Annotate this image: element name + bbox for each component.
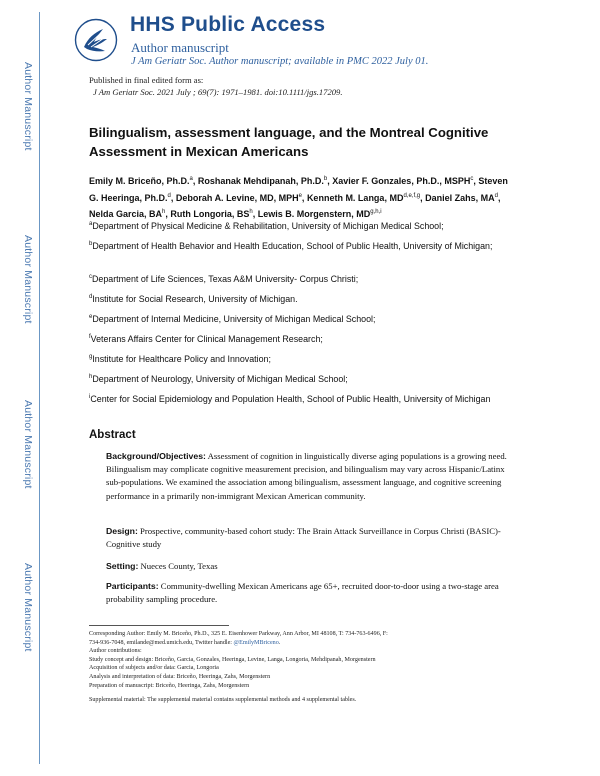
author-affiliation-marker: g,h,i bbox=[370, 209, 382, 216]
affiliation-item: $^c$Department of Life Sciences, Texas A&M University- Corpus Christi; bbox=[89, 273, 359, 284]
contribution-line: Study concept and design: Briceño, Garcia, Gonzales, Heeringa, Levine, Langa, Longoria, Mehdipanah, Morgenstern bbox=[89, 656, 376, 663]
contributions-heading: Author contributions: bbox=[89, 648, 142, 655]
contribution-line: Analysis and interpretation of data: Briceño, Heeringa, Zahs, Morgenstern bbox=[89, 673, 271, 680]
sidebar-divider bbox=[39, 12, 40, 764]
published-in-label: Published in final edited form as: bbox=[89, 75, 204, 85]
abstract-design: Design: Prospective, community-based cohort study: The Brain Attack Surveillance in Corpus Christi (BASIC)-Cognitive study bbox=[106, 526, 501, 550]
supplemental-material-note: Supplemental material: The supplemental material contains supplemental methods and 4 supplemental tables. bbox=[89, 697, 357, 703]
author-affiliation-marker: d bbox=[494, 192, 498, 199]
author-affiliation-marker: d bbox=[167, 192, 171, 199]
author-manuscript-label: Author manuscript bbox=[131, 40, 229, 55]
author-affiliation-marker: h bbox=[249, 209, 253, 216]
affiliation-item: $^g$Institute for Healthcare Policy and Innovation; bbox=[89, 353, 271, 364]
author-affiliation-marker: e bbox=[298, 192, 302, 199]
footnotes bbox=[89, 630, 519, 690]
journal-availability-line: J Am Geriatr Soc. Author manuscript; available in PMC 2022 July 01. bbox=[131, 56, 429, 67]
author-name: Daniel Zahs, MA bbox=[425, 192, 495, 203]
contribution-line: Acquisition of subjects and/or data: Garcia, Longoria bbox=[89, 665, 219, 672]
corresponding-author-line: Corresponding Author: Emily M. Briceño, Ph.D., 325 E. Eisenhower Parkway, Ann Arbor, MI 48108, T: 734-763-6496, F: bbox=[89, 631, 388, 637]
affiliation-item: $^d$Institute for Social Research, University of Michigan. bbox=[89, 293, 298, 304]
author-affiliation-marker: d,e,f,g bbox=[403, 192, 421, 199]
affiliation-item: $^a$Department of Physical Medicine & Rehabilitation, University of Michigan Medical School; bbox=[89, 220, 444, 231]
sidebar-label: Author Manuscript bbox=[22, 400, 34, 489]
author-affiliation-marker: a bbox=[189, 176, 193, 182]
author-name: Kenneth M. Langa, MD bbox=[306, 192, 404, 203]
author-list: Emily M. Briceño, Ph.D.$^a$, Roshanak Mehdipanah, Ph.D.$^b$, Xavier F. Gonzales, Ph.D., MSPH$^c$, Steven G. Heeringa, Ph.D.$^d$, Deborah A. Levine, MD, MPH$^e$, Kenneth M. Langa, MD$^{d,e,f,g}$, Daniel Zahs, $MA^d$, Nelda Garcia, $BA^h$, Ruth Longoria, $BS^h$, Lewis B. Morgenstern, MD$^{g,h,i}$ bbox=[89, 176, 508, 220]
author-affiliation-marker: b bbox=[323, 176, 328, 182]
footnote-divider bbox=[89, 625, 229, 626]
affiliation-item: $^f$Veterans Affairs Center for Clinical Management Research; bbox=[89, 333, 323, 344]
contribution-line: Preparation of manuscript: Briceño, Heeringa, Zahs, Morgenstern bbox=[89, 682, 250, 689]
author-affiliation-marker: c bbox=[470, 176, 474, 182]
abstract-background: Background/Objectives: Assessment of cognition in linguistically diverse aging populations is a growing need. Bilingualism may complicate cognitive measurement precision, and bilingualism may vary across Hispanic/Latinx sub-populations. We examined the association among bilingualism, assessment language, and cognitive screening performance in a primarily non-immigrant Mexican American community. bbox=[106, 451, 507, 501]
affiliation-item: $^i$Center for Social Epidemiology and Population Health, School of Public Health, University of Michigan bbox=[89, 393, 491, 404]
author-name: Nelda Garcia, BA bbox=[89, 209, 163, 220]
corresponding-author-contact: 734-936-7048, emilande@med.umich.edu, Twitter handle: @EmilyMBriceno. bbox=[89, 639, 281, 646]
affiliation-item: $^h$Department of Neurology, University of Michigan Medical School; bbox=[89, 373, 348, 384]
article-title: Bilingualism, assessment language, and the Montreal Cognitive Assessment in Mexican Americans bbox=[89, 125, 489, 159]
author-name: Roshanak Mehdipanah, Ph.D. bbox=[197, 176, 324, 186]
affiliation-item: $^e$Department of Internal Medicine, University of Michigan Medical School; bbox=[89, 313, 376, 324]
twitter-handle-link[interactable]: @EmilyMBriceno bbox=[233, 639, 279, 646]
citation-line: J Am Geriatr Soc. 2021 July ; 69(7): 1971–1981. doi:10.1111/jgs.17209. bbox=[93, 87, 343, 97]
sidebar-label: Author Manuscript bbox=[22, 563, 34, 652]
hhs-title: HHS Public Access bbox=[130, 13, 326, 36]
author-name: Deborah A. Levine, MD, MPH bbox=[175, 192, 299, 203]
affiliation-item: $^b$Department of Health Behavior and Health Education, School of Public Health, University of Michigan; bbox=[89, 240, 493, 251]
abstract-participants: Participants: Community-dwelling Mexican Americans age 65+, recruited door-to-door using a two-stage area probability sampling procedure. bbox=[106, 581, 499, 605]
author-name: Ruth Longoria, BS bbox=[170, 209, 250, 220]
abstract-heading: Abstract bbox=[89, 429, 136, 441]
author-name: Emily M. Briceño, Ph.D. bbox=[89, 176, 190, 186]
sidebar-label: Author Manuscript bbox=[22, 235, 34, 324]
author-name: Lewis B. Morgenstern, MD bbox=[257, 209, 371, 220]
abstract-setting: Setting: Nueces County, Texas bbox=[106, 561, 218, 571]
author-name: Steven G. Heeringa, Ph.D. bbox=[89, 176, 508, 203]
author-name: Xavier F. Gonzales, Ph.D., MSPH bbox=[332, 176, 471, 186]
author-affiliation-marker: h bbox=[162, 209, 166, 216]
sidebar-label: Author Manuscript bbox=[22, 62, 34, 151]
hhs-eagle-logo-icon bbox=[74, 18, 118, 62]
